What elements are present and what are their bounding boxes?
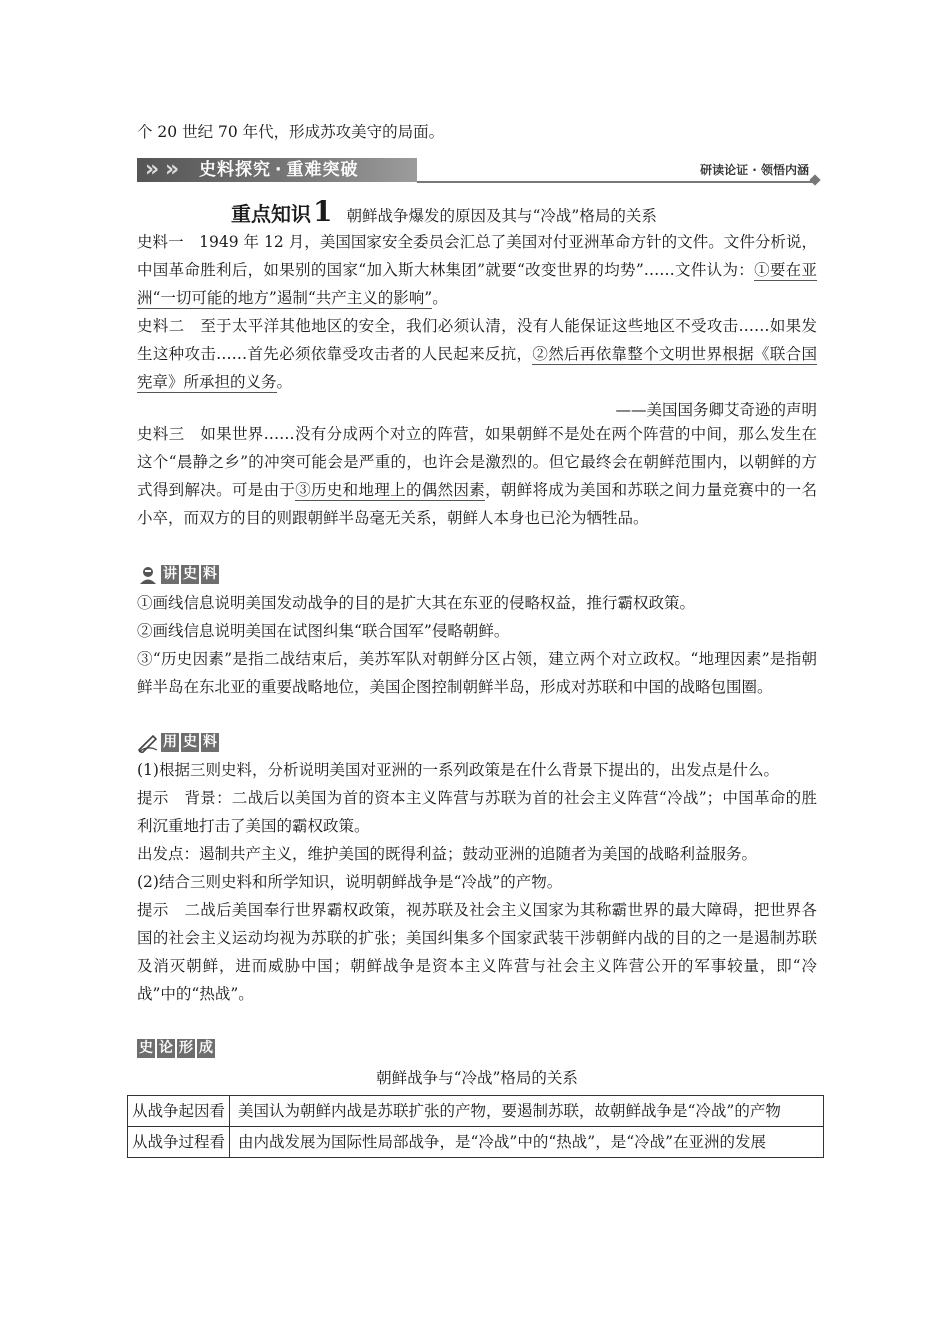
tag-char: 料 <box>203 734 217 750</box>
banner-char: 重 <box>286 160 305 180</box>
material2-text: 史料二 至于太平洋其他地区的安全，我们必须认清，没有人能保证这些地区不受攻击……如果发生这种攻击……首先必须依靠受攻击者的人民起来反抗， <box>137 317 817 363</box>
material1-text: 史料一 1949 年 12 月，美国国家安全委员会汇总了美国对付亚洲革命方针的文件。文件分析说，中国革命胜利后，如果别的国家“加入斯大林集团”就要“改变世界的均势”……文件认为： <box>137 233 817 279</box>
banner-title-part2 <box>286 160 358 180</box>
conclusion-tag <box>137 1038 217 1059</box>
tag-char: 论 <box>159 1040 173 1056</box>
banner-char: 突 <box>322 160 341 180</box>
material-2 <box>137 312 817 424</box>
tag-char: 用 <box>163 734 177 750</box>
tag-char: 史 <box>139 1040 153 1056</box>
banner-title-part1: 史料探究 <box>199 160 271 180</box>
explain-tag <box>137 564 221 585</box>
intro-text: 个 20 世纪 70 年代，形成苏攻美守的局面。 <box>137 123 445 141</box>
material-3 <box>137 420 817 532</box>
answer-1-background: 提示 背景：二战后以美国为首的资本主义阵营与苏联为首的社会主义阵营“冷战”；中国革命的胜利沉重地打击了美国的霸权政策。 <box>137 789 817 835</box>
material2-source: ——美国国务卿艾奇逊的声明 <box>615 401 817 419</box>
row-head: 从战争起因看 <box>128 1096 230 1127</box>
row-head: 从战争过程看 <box>128 1127 230 1158</box>
diamond-icon <box>809 174 820 185</box>
explain-item: ①画线信息说明美国发动战争的目的是扩大其在东亚的侵略权益，推行霸权政策。 <box>137 594 696 612</box>
table-row <box>128 1096 824 1127</box>
material1-underlined: ①要在亚洲“一切可能的地方”遏制“共产主义的影响” <box>137 261 817 307</box>
tag-char: 史 <box>183 566 197 582</box>
banner-subtitle: 研读论证 · 领悟内涵 <box>700 163 809 177</box>
banner-rule <box>417 181 817 183</box>
tag-char: 料 <box>203 566 217 582</box>
material2-underlined: ②然后再依靠整个文明世界根据《联合国宪章》所承担的义务 <box>137 345 817 391</box>
key-point-label: 重点知识 <box>231 202 311 226</box>
pen-icon <box>137 733 159 753</box>
banner-char: 破 <box>340 160 359 180</box>
answer-2: 提示 二战后美国奉行世界霸权政策，视苏联及社会主义国家为其称霸世界的最大障碍，把世界各国的社会主义运动均视为苏联的扩张；美国纠集多个国家武装干涉朝鲜内战的目的之一是遏制苏联及消灭朝鲜，进而威胁中国；朝鲜战争是资本主义阵营与社会主义阵营公开的军事较量，即“冷战”中的“热战”。 <box>137 901 817 1003</box>
key-point-heading <box>231 195 657 228</box>
tag-char: 讲 <box>163 566 177 582</box>
material1-end: 。 <box>432 289 448 307</box>
question-1: (1)根据三则史料，分析说明美国对亚洲的一系列政策是在什么背景下提出的，出发点是什么。 <box>137 761 779 779</box>
tag-char: 形 <box>179 1040 193 1056</box>
use-section <box>137 756 817 1008</box>
material2-end: 。 <box>276 373 293 391</box>
material3-underlined: ③历史和地理上的偶然因素 <box>295 481 486 499</box>
explain-item: ②画线信息说明美国在试图纠集“联合国军”侵略朝鲜。 <box>137 622 510 640</box>
explain-item: ③“历史因素”是指二战结束后，美苏军队对朝鲜分区占领，建立两个对立政权。“地理因素”是指朝鲜半岛在东北亚的重要战略地位，美国企图控制朝鲜半岛，形成对苏联和中国的战略包围圈。 <box>137 650 817 696</box>
chevron-icon: » <box>145 157 160 182</box>
table-row <box>128 1127 824 1158</box>
tag-char: 史 <box>183 734 197 750</box>
key-point-title: 朝鲜战争爆发的原因及其与“冷战”格局的关系 <box>346 207 657 225</box>
explain-section <box>137 589 817 701</box>
teacher-icon <box>137 565 159 585</box>
answer-1-start: 出发点：遏制共产主义，维护美国的既得利益；鼓动亚洲的追随者为美国的战略利益服务。 <box>137 845 758 863</box>
banner-char: 难 <box>304 160 323 180</box>
material-1 <box>137 228 817 312</box>
section-banner <box>137 155 827 185</box>
relation-table <box>127 1095 824 1158</box>
intro-line <box>137 118 817 146</box>
row-body: 由内战发展为国际性局部战争，是“冷战”中的“热战”，是“冷战”在亚洲的发展 <box>230 1127 824 1158</box>
question-2: (2)结合三则史料和所学知识，说明朝鲜战争是“冷战”的产物。 <box>137 873 563 891</box>
tag-char: 成 <box>199 1040 213 1056</box>
key-point-number: 1 <box>313 195 333 228</box>
material3-text: 史料三 如果世界……没有分成两个对立的阵营，如果朝鲜不是处在两个阵营的中间，那么发生在这个“晨静之乡”的冲突可能会是严重的，也许会是激烈的。但它最终会在朝鲜范围内，以朝鲜的方式得到解决。可是由于 <box>137 425 817 499</box>
use-tag <box>137 732 221 753</box>
material3-end: ，朝鲜将成为美国和苏联之间力量竞赛中的一名小卒，而双方的目的则跟朝鲜半岛毫无关系，朝鲜人本身也已沦为牺牲品。 <box>137 481 817 527</box>
table-caption: 朝鲜战争与“冷战”格局的关系 <box>376 1069 578 1087</box>
chevron-icon: » <box>165 157 180 182</box>
banner-title <box>199 158 358 182</box>
banner-dot: · <box>275 160 283 180</box>
row-body: 美国认为朝鲜内战是苏联扩张的产物，要遏制苏联，故朝鲜战争是“冷战”的产物 <box>230 1096 824 1127</box>
